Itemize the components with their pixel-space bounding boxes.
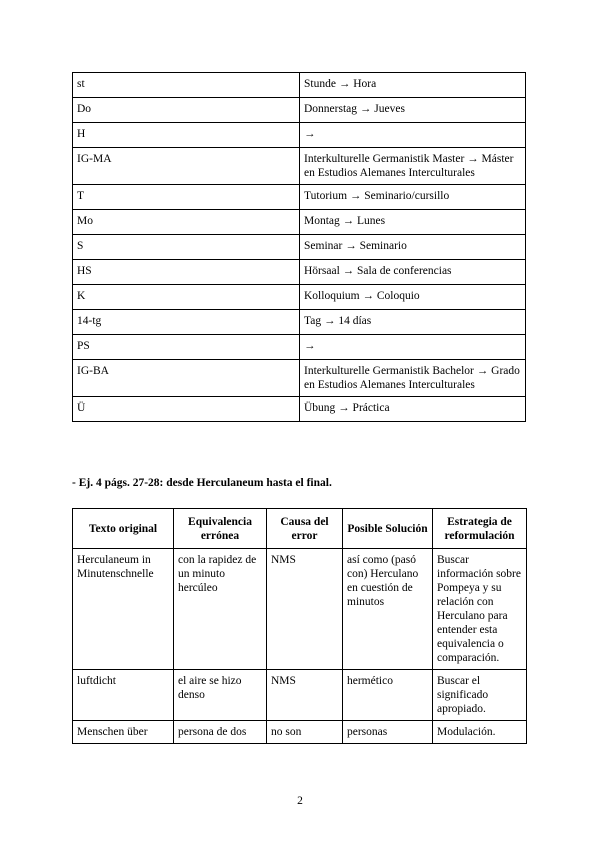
abbreviation-row: [73, 260, 526, 285]
abbreviations-table: [72, 72, 526, 422]
meaning-cell: Tag → 14 días: [300, 310, 526, 335]
header-wrong-equivalence: Equivalencia errónea: [174, 509, 267, 549]
original-text-cell: luftdicht: [73, 670, 174, 721]
possible-solution-cell: así como (pasó con) Herculano en cuestión de minutos: [343, 549, 433, 670]
meaning-cell: Donnerstag → Jueves: [300, 98, 526, 123]
error-cause-cell: NMS: [267, 549, 343, 670]
possible-solution-cell: hermético: [343, 670, 433, 721]
error-table-row: [73, 549, 527, 670]
abbreviation-row: [73, 285, 526, 310]
abbreviation-row: [73, 185, 526, 210]
meaning-cell: Hörsaal → Sala de conferencias: [300, 260, 526, 285]
meaning-cell: Übung → Práctica: [300, 397, 526, 422]
abbreviation-cell: Mo: [73, 210, 300, 235]
strategy-cell: Buscar información sobre Pompeya y su relación con Herculano para entender esta equivalencia o comparación.: [433, 549, 527, 670]
abbreviation-cell: IG-MA: [73, 148, 300, 185]
abbreviation-row: [73, 73, 526, 98]
abbreviation-cell: K: [73, 285, 300, 310]
original-text-cell: Menschen über: [73, 721, 174, 744]
header-reformulation-strategy: Estrategia de reformulación: [433, 509, 527, 549]
wrong-equivalence-cell: persona de dos: [174, 721, 267, 744]
error-cause-cell: no son: [267, 721, 343, 744]
abbreviation-row: [73, 98, 526, 123]
abbreviation-row: [73, 360, 526, 397]
meaning-cell: →: [300, 335, 526, 360]
meaning-cell: Tutorium → Seminario/cursillo: [300, 185, 526, 210]
abbreviation-cell: HS: [73, 260, 300, 285]
meaning-cell: Interkulturelle Germanistik Master → Máster en Estudios Alemanes Interculturales: [300, 148, 526, 185]
strategy-cell: Buscar el significado apropiado.: [433, 670, 527, 721]
error-analysis-table: [72, 508, 527, 744]
meaning-cell: Seminar → Seminario: [300, 235, 526, 260]
possible-solution-cell: personas: [343, 721, 433, 744]
error-table-row: [73, 721, 527, 744]
abbreviation-row: [73, 335, 526, 360]
meaning-cell: Kolloquium → Coloquio: [300, 285, 526, 310]
header-possible-solution: Posible Solución: [343, 509, 433, 549]
wrong-equivalence-cell: el aire se hizo denso: [174, 670, 267, 721]
meaning-cell: Interkulturelle Germanistik Bachelor → Grado en Estudios Alemanes Interculturales: [300, 360, 526, 397]
abbreviation-cell: H: [73, 123, 300, 148]
error-table-header-row: [73, 509, 527, 549]
exercise-title: - Ej. 4 págs. 27-28: desde Herculaneum hasta el final.: [72, 477, 332, 489]
abbreviation-cell: Ü: [73, 397, 300, 422]
abbreviation-cell: IG-BA: [73, 360, 300, 397]
abbreviation-row: [73, 148, 526, 185]
strategy-cell: Modulación.: [433, 721, 527, 744]
abbreviation-row: [73, 310, 526, 335]
wrong-equivalence-cell: con la rapidez de un minuto hercúleo: [174, 549, 267, 670]
abbreviation-row: [73, 123, 526, 148]
abbreviation-cell: S: [73, 235, 300, 260]
original-text-cell: Herculaneum in Minutenschnelle: [73, 549, 174, 670]
page-number: 2: [297, 795, 303, 807]
meaning-cell: Stunde → Hora: [300, 73, 526, 98]
meaning-cell: Montag → Lunes: [300, 210, 526, 235]
abbreviation-row: [73, 235, 526, 260]
abbreviation-cell: Do: [73, 98, 300, 123]
header-original-text: Texto original: [73, 509, 174, 549]
abbreviation-cell: T: [73, 185, 300, 210]
abbreviation-cell: 14-tg: [73, 310, 300, 335]
meaning-cell: →: [300, 123, 526, 148]
abbreviation-cell: st: [73, 73, 300, 98]
error-cause-cell: NMS: [267, 670, 343, 721]
header-error-cause: Causa del error: [267, 509, 343, 549]
error-table-row: [73, 670, 527, 721]
abbreviation-cell: PS: [73, 335, 300, 360]
abbreviation-row: [73, 210, 526, 235]
abbreviation-row: [73, 397, 526, 422]
